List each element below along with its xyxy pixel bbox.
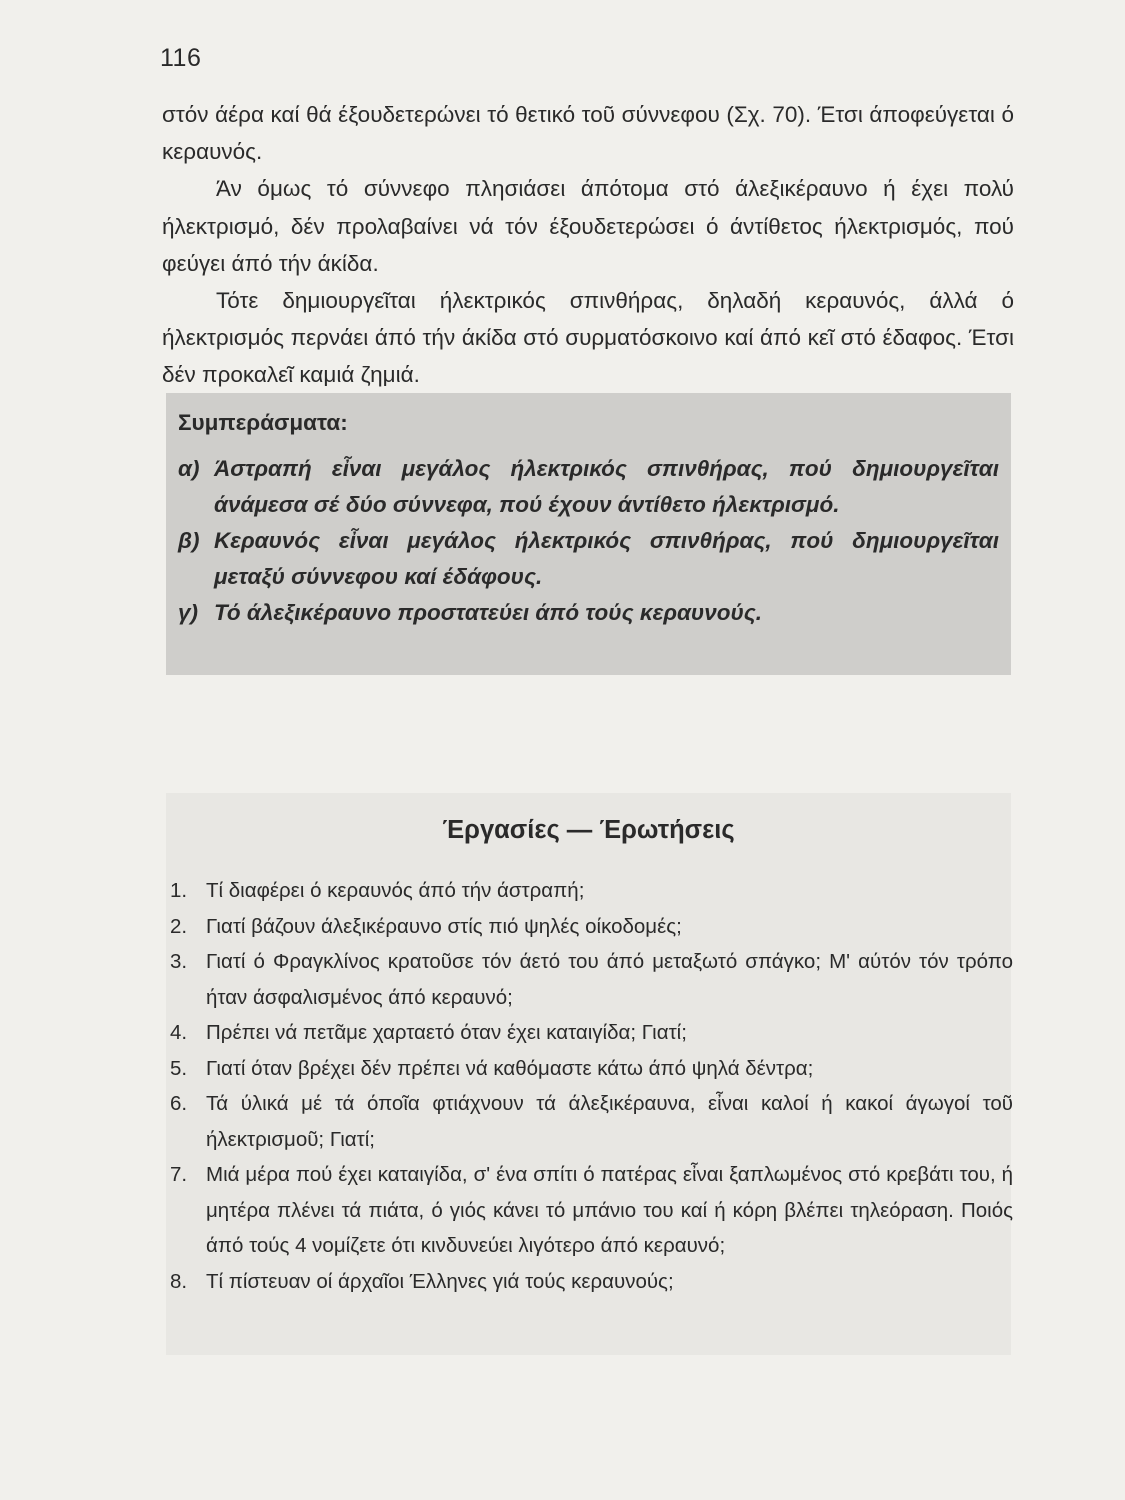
- conclusion-marker: α): [178, 456, 200, 481]
- exercises-list: [170, 873, 1013, 1299]
- exercise-number: 2.: [170, 914, 188, 938]
- exercise-number: 4.: [170, 1021, 188, 1044]
- conclusion-marker: β): [178, 528, 200, 553]
- conclusions-heading: Συμπεράσματα:: [178, 410, 348, 435]
- exercise-number: 1.: [170, 879, 188, 902]
- exercise-text: Πρέπει νά πετᾶμε χαρταετό όταν έχει καταιγίδα; Γιατί;: [206, 1021, 687, 1044]
- conclusion-item: [178, 523, 999, 595]
- exercises-title: Έργασίες — Έρωτήσεις: [442, 816, 735, 844]
- exercise-item: [170, 1086, 1013, 1157]
- paragraph: στόν άέρα καί θά έξουδετερώνει τό θετικό τοῦ σύννεφου (Σχ. 70). Έτσι άποφεύγεται ό κεραυνός.: [162, 102, 1014, 165]
- exercises-box: [166, 793, 1011, 1355]
- exercise-item: [170, 909, 1013, 945]
- exercise-text: Τά ύλικά μέ τά όποῖα φτιάχνουν τά άλεξικέραυνα, εἶναι καλοί ή κακοί άγωγοί τοῦ ήλεκτρισμοῦ; Γιατί;: [206, 1092, 1013, 1151]
- body-text: [162, 96, 1014, 394]
- conclusion-text: Άστραπή εἶναι μεγάλος ήλεκτρικός σπινθήρας, πού δημιουργεῖται άνάμεσα σέ δύο σύννεφα, πού έχουν άντίθετο ήλεκτρισμό.: [214, 456, 999, 517]
- exercise-item: [170, 1015, 1013, 1051]
- exercise-text: Γιατί όταν βρέχει δέν πρέπει νά καθόμαστε κάτω άπό ψηλά δέντρα;: [206, 1056, 814, 1080]
- exercise-item: [170, 1051, 1013, 1087]
- conclusion-text: Τό άλεξικέραυνο προστατεύει άπό τούς κεραυνούς.: [214, 600, 762, 625]
- exercise-number: 7.: [170, 1163, 188, 1186]
- exercise-item: [170, 1264, 1013, 1300]
- conclusion-item: [178, 451, 999, 523]
- exercise-text: Γιατί ό Φραγκλίνος κρατοῦσε τόν άετό του άπό μεταξωτό σπάγκο; Μ' αύτόν τόν τρόπο ήταν άσφαλισμένος άπό κεραυνό;: [206, 950, 1013, 1009]
- conclusion-item: [178, 595, 999, 631]
- paragraph: Τότε δημιουργεῖται ήλεκτρικός σπινθήρας, δηλαδή κεραυνός, άλλά ό ήλεκτρισμός περνάει άπό τήν άκίδα στό συρματόσκοινο καί άπό κεῖ στό έδαφος. Έτσι δέν προκαλεῖ καμιά ζημιά.: [162, 288, 1014, 388]
- exercise-item: [170, 944, 1013, 1015]
- exercise-text: Τί πίστευαν οί άρχαῖοι Έλληνες γιά τούς κεραυνούς;: [206, 1269, 674, 1293]
- exercise-text: Γιατί βάζουν άλεξικέραυνο στίς πιό ψηλές οίκοδομές;: [206, 914, 682, 938]
- conclusion-text: Κεραυνός εἶναι μεγάλος ήλεκτρικός σπινθήρας, πού δημιουργεῖται μεταξύ σύννεφου καί έδάφους.: [214, 528, 999, 589]
- conclusions-box: [166, 393, 1011, 675]
- exercise-text: Τί διαφέρει ό κεραυνός άπό τήν άστραπή;: [206, 879, 585, 902]
- exercise-item: [170, 873, 1013, 909]
- paragraph: Άν όμως τό σύννεφο πλησιάσει άπότομα στό άλεξικέραυνο ή έχει πολύ ήλεκτρισμό, δέν προλαβαίνει νά τόν έξουδετερώσει ό άντίθετος ήλεκτρισμός, πού φεύγει άπό τήν άκίδα.: [162, 176, 1014, 276]
- exercise-number: 6.: [170, 1092, 188, 1115]
- exercise-number: 3.: [170, 950, 188, 973]
- conclusion-marker: γ): [178, 600, 199, 625]
- page-number: 116: [160, 44, 202, 72]
- exercise-text: Μιά μέρα πού έχει καταιγίδα, σ' ένα σπίτι ό πατέρας εἶναι ξαπλωμένος στό κρεβάτι του, ή μητέρα πλένει τά πιάτα, ό γιός κάνει τό μπάνιο του καί ή κόρη βλέπει τηλεόραση. Ποιός άπό τούς 4 νομίζετε ότι κινδυνεύει λιγότερο άπό κεραυνό;: [206, 1163, 1013, 1257]
- exercise-number: 8.: [170, 1269, 188, 1293]
- exercise-number: 5.: [170, 1056, 188, 1080]
- exercise-item: [170, 1157, 1013, 1264]
- conclusions-list: [178, 451, 999, 631]
